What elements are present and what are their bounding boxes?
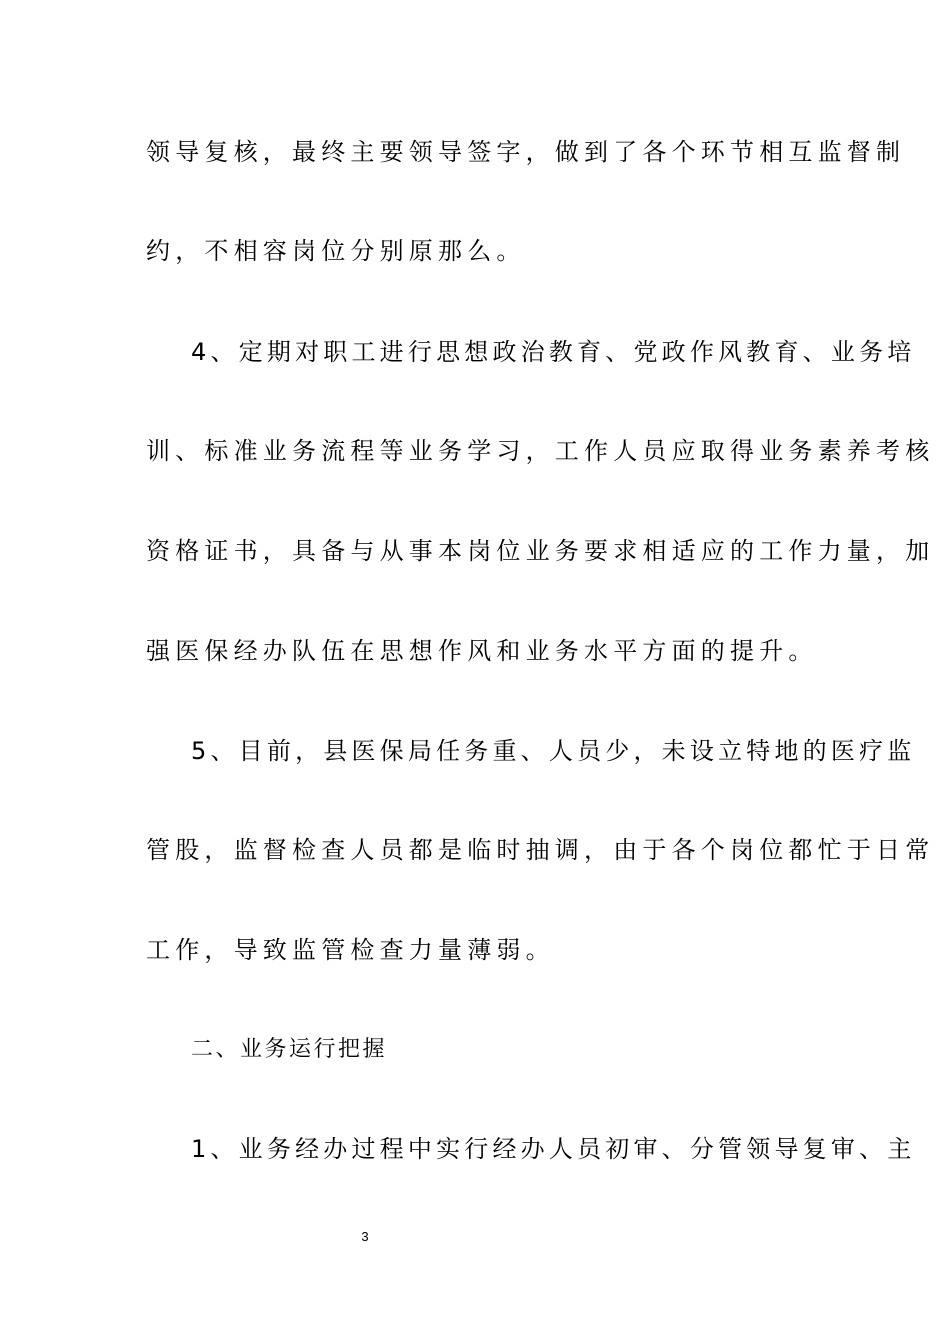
text-line-4: 训、标准业务流程等业务学习，工作人员应取得业务素养考核 <box>146 437 935 465</box>
text-line-9: 工作，导致监管检查力量薄弱。 <box>146 936 555 964</box>
text-line-11: 1、业务经办过程中实行经办人员初审、分管领导复审、主 <box>191 1135 916 1163</box>
page-number: 3 <box>361 1229 369 1244</box>
text-line-1: 领导复核，最终主要领导签字，做到了各个环节相互监督制 <box>146 138 906 166</box>
section-heading: 二、业务运行把握 <box>191 1037 388 1062</box>
text-line-8: 管股，监督检查人员都是临时抽调，由于各个岗位都忙于日常 <box>146 836 935 864</box>
text-line-5: 资格证书，具备与从事本岗位业务要求相适应的工作力量，加 <box>146 537 935 565</box>
text-line-2: 约，不相容岗位分别原那么。 <box>146 237 526 265</box>
text-line-6: 强医保经办队伍在思想作风和业务水平方面的提升。 <box>146 637 818 665</box>
text-line-3: 4、定期对职工进行思想政治教育、党政作风教育、业务培 <box>191 338 916 366</box>
text-line-7: 5、目前，县医保局任务重、人员少，未设立特地的医疗监 <box>191 737 916 765</box>
